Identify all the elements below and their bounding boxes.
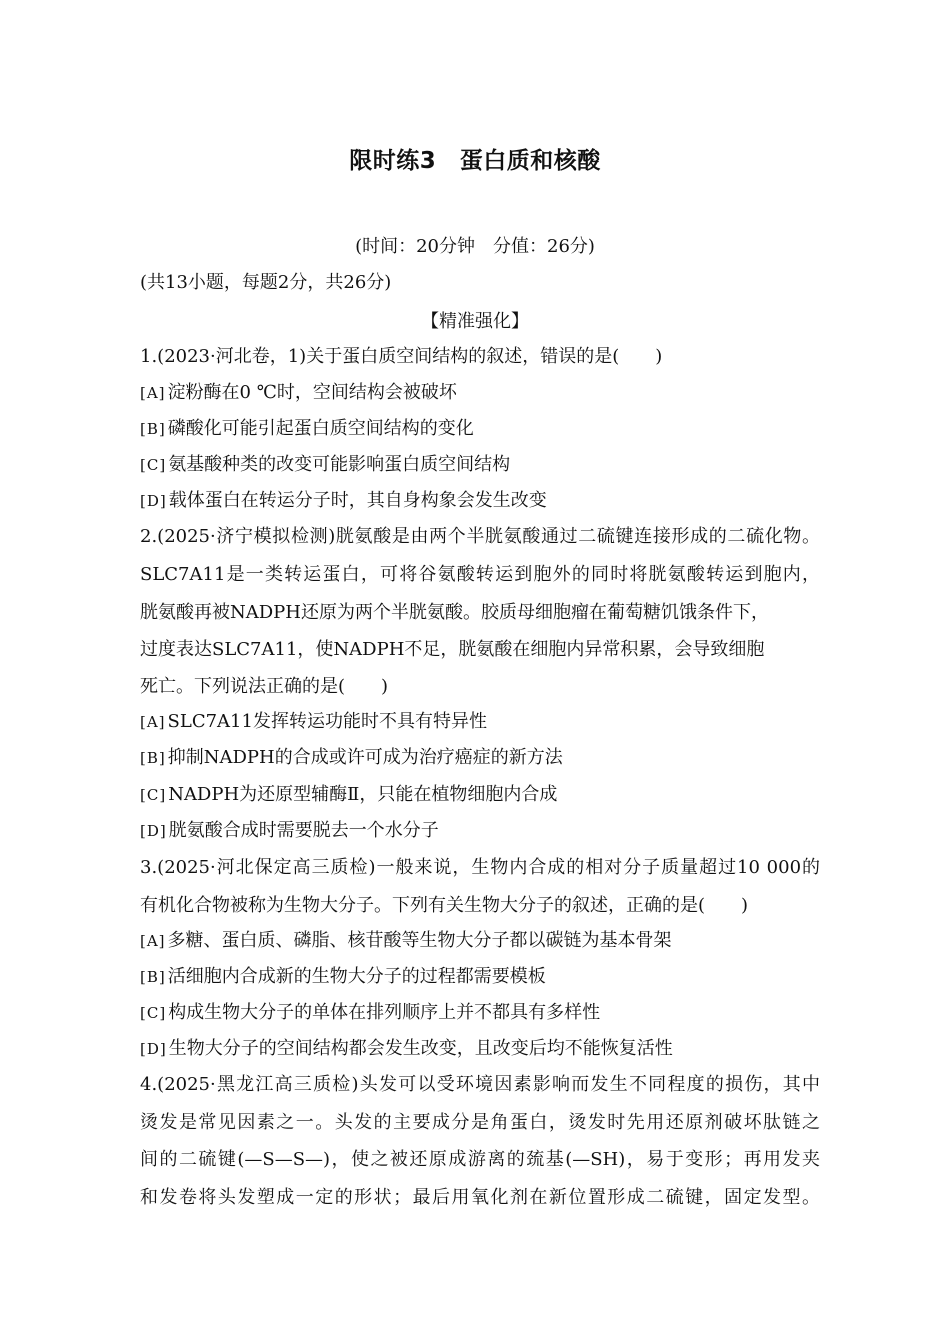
q1-option-d <box>140 488 820 514</box>
q2-option-a <box>140 709 820 735</box>
q2-stem-line: SLC7A11是一类转运蛋白，可将谷氨酸转运到胞外的同时将胱氨酸转运到胞内， <box>140 564 820 585</box>
q1-option-c <box>140 452 820 478</box>
q2-option-c <box>140 782 820 808</box>
page-title: 限时练3 蛋白质和核酸 <box>349 148 601 174</box>
question-summary: (共13小题，每题2分，共26分) <box>140 272 392 293</box>
option-tag: [D] <box>140 1040 167 1058</box>
option-text: 载体蛋白在转运分子时，其自身构象会发生改变 <box>168 490 547 511</box>
option-tag: [C] <box>140 1004 167 1022</box>
q4-stem-line: 4.(2025·黑龙江高三质检)头发可以受环境因素影响而发生不同程度的损伤，其中 <box>140 1074 820 1095</box>
option-text: NADPH为还原型辅酶Ⅱ，只能在植物细胞内合成 <box>168 784 558 805</box>
q4-stem-line: 和发卷将头发塑成一定的形状；最后用氧化剂在新位置形成二硫键，固定发型。 <box>140 1187 820 1208</box>
time-score-info: (时间：20分钟 分值：26分) <box>355 236 595 257</box>
option-tag: [A] <box>140 713 166 731</box>
option-text: 磷酸化可能引起蛋白质空间结构的变化 <box>167 418 474 439</box>
q3-option-c <box>140 1000 820 1026</box>
option-tag: [A] <box>140 932 166 950</box>
option-text: 构成生物大分子的单体在排列顺序上并不都具有多样性 <box>168 1002 601 1023</box>
q3-stem-line: 有机化合物被称为生物大分子。下列有关生物大分子的叙述，正确的是( ) <box>140 895 749 916</box>
option-tag: [A] <box>140 384 166 402</box>
option-text: 淀粉酶在0 ℃时，空间结构会被破坏 <box>167 382 457 403</box>
q4-stem-line: 烫发是常见因素之一。头发的主要成分是角蛋白，烫发时先用还原剂破坏肽链之 <box>140 1112 820 1133</box>
q2-option-b <box>140 745 820 771</box>
q2-stem-line: 胱氨酸再被NADPH还原为两个半胱氨酸。胶质母细胞瘤在葡萄糖饥饿条件下， <box>140 602 769 623</box>
option-text: 活细胞内合成新的生物大分子的过程都需要模板 <box>167 966 546 987</box>
q1-stem: 1.(2023·河北卷，1)关于蛋白质空间结构的叙述，错误的是( ) <box>140 346 663 367</box>
q2-stem-line: 死亡。下列说法正确的是( ) <box>140 676 389 697</box>
q4-stem-line: 间的二硫键(—S—S—)，使之被还原成游离的巯基(—SH)，易于变形；再用发夹 <box>140 1149 820 1170</box>
option-text: SLC7A11发挥转运功能时不具有特异性 <box>167 711 487 732</box>
q3-stem-line: 3.(2025·河北保定高三质检)一般来说，生物内合成的相对分子质量超过10 000的 <box>140 857 820 878</box>
section-heading: 【精准强化】 <box>421 311 529 332</box>
q3-option-d <box>140 1036 820 1062</box>
option-text: 抑制NADPH的合成或许可成为治疗癌症的新方法 <box>167 747 563 768</box>
q3-option-b <box>140 964 820 990</box>
option-tag: [D] <box>140 492 167 510</box>
q1-option-b <box>140 416 820 442</box>
option-tag: [C] <box>140 786 167 804</box>
q3-option-a <box>140 928 820 954</box>
option-tag: [B] <box>140 420 166 438</box>
option-tag: [C] <box>140 456 167 474</box>
option-tag: [B] <box>140 749 166 767</box>
option-text: 多糖、蛋白质、磷脂、核苷酸等生物大分子都以碳链为基本骨架 <box>167 930 672 951</box>
q1-option-a <box>140 380 820 406</box>
option-text: 氨基酸种类的改变可能影响蛋白质空间结构 <box>168 454 511 475</box>
q2-stem-line: 过度表达SLC7A11，使NADPH不足，胱氨酸在细胞内异常积累，会导致细胞 <box>140 639 765 660</box>
q2-option-d <box>140 818 820 844</box>
option-text: 生物大分子的空间结构都会发生改变，且改变后均不能恢复活性 <box>168 1038 673 1059</box>
option-tag: [B] <box>140 968 166 986</box>
q2-stem-line: 2.(2025·济宁模拟检测)胱氨酸是由两个半胱氨酸通过二硫键连接形成的二硫化物。 <box>140 526 820 547</box>
option-tag: [D] <box>140 822 167 840</box>
option-text: 胱氨酸合成时需要脱去一个水分子 <box>168 820 439 841</box>
